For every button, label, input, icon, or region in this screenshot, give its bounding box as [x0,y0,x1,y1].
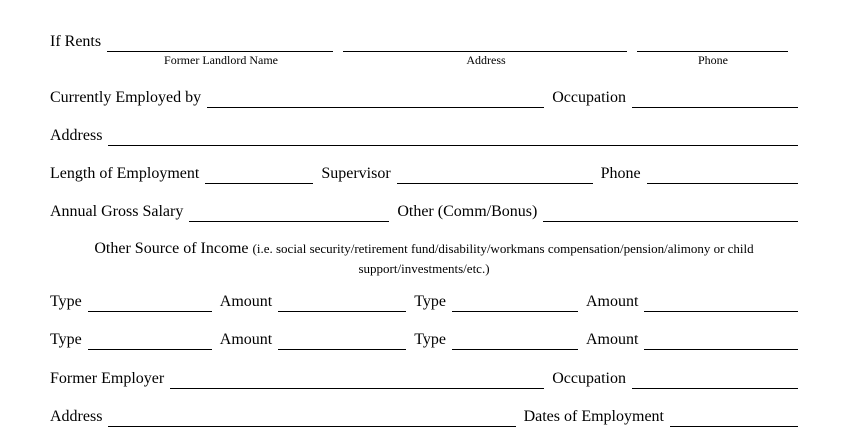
income-amount-field-4[interactable] [644,335,798,350]
income-row-1 [50,290,798,312]
former-landlord-address-field[interactable] [343,37,627,52]
other-comm-bonus-field[interactable] [543,207,798,222]
former-landlord-phone-field[interactable] [637,37,788,52]
former-employer-row [50,367,798,389]
income-type-field-2[interactable] [452,297,578,312]
income-type-label: Type [414,331,446,348]
other-comm-bonus-label: Other (Comm/Bonus) [397,203,538,220]
income-amount-label: Amount [585,331,639,348]
former-landlord-phone-caption: Phone [698,53,728,67]
supervisor-label: Supervisor [321,165,391,182]
if-rents-label: If Rents [50,33,102,50]
other-income-note-line1: (i.e. social security/retirement fund/disability/workmans compensation/pension/alimony or child [252,241,754,256]
annual-gross-salary-field[interactable] [189,207,389,222]
current-employer-row [50,86,798,108]
annual-gross-salary-label: Annual Gross Salary [50,203,184,220]
income-amount-label: Amount [585,293,639,310]
other-income-note-line2: support/investments/etc.) [358,261,490,276]
former-address-row [50,405,798,427]
current-employer-label: Currently Employed by [50,89,202,106]
income-type-field-1[interactable] [88,297,212,312]
income-amount-field-3[interactable] [278,335,406,350]
former-occupation-field[interactable] [632,374,798,389]
former-address-label: Address [50,408,103,425]
supervisor-phone-label: Phone [600,165,641,182]
other-income-title: Other Source of Income [94,240,249,257]
income-type-label: Type [50,331,82,348]
income-amount-field-1[interactable] [278,297,406,312]
current-occupation-field[interactable] [632,93,798,108]
salary-row [50,200,798,222]
former-employer-label: Former Employer [50,370,165,387]
current-address-field[interactable] [108,131,798,146]
employment-details-row [50,162,798,184]
if-rents-row [50,30,798,52]
income-type-field-4[interactable] [452,335,578,350]
former-landlord-address-caption: Address [466,53,506,67]
income-type-label: Type [50,293,82,310]
income-row-2 [50,328,798,350]
income-amount-label: Amount [219,331,273,348]
dates-of-employment-label: Dates of Employment [523,408,664,425]
length-of-employment-label: Length of Employment [50,165,200,182]
former-landlord-name-caption: Former Landlord Name [164,53,278,67]
current-employer-field[interactable] [207,93,544,108]
other-income-heading [50,240,798,258]
supervisor-field[interactable] [397,169,593,184]
supervisor-phone-field[interactable] [647,169,798,184]
current-occupation-label: Occupation [552,89,626,106]
current-address-label: Address [50,127,103,144]
income-amount-field-2[interactable] [644,297,798,312]
dates-of-employment-field[interactable] [670,412,798,427]
income-amount-label: Amount [219,293,273,310]
current-address-row [50,124,798,146]
former-address-field[interactable] [108,412,515,427]
income-type-field-3[interactable] [88,335,212,350]
income-type-label: Type [414,293,446,310]
former-landlord-name-field[interactable] [107,37,333,52]
former-occupation-label: Occupation [552,370,626,387]
length-of-employment-field[interactable] [205,169,313,184]
former-employer-field[interactable] [170,374,544,389]
